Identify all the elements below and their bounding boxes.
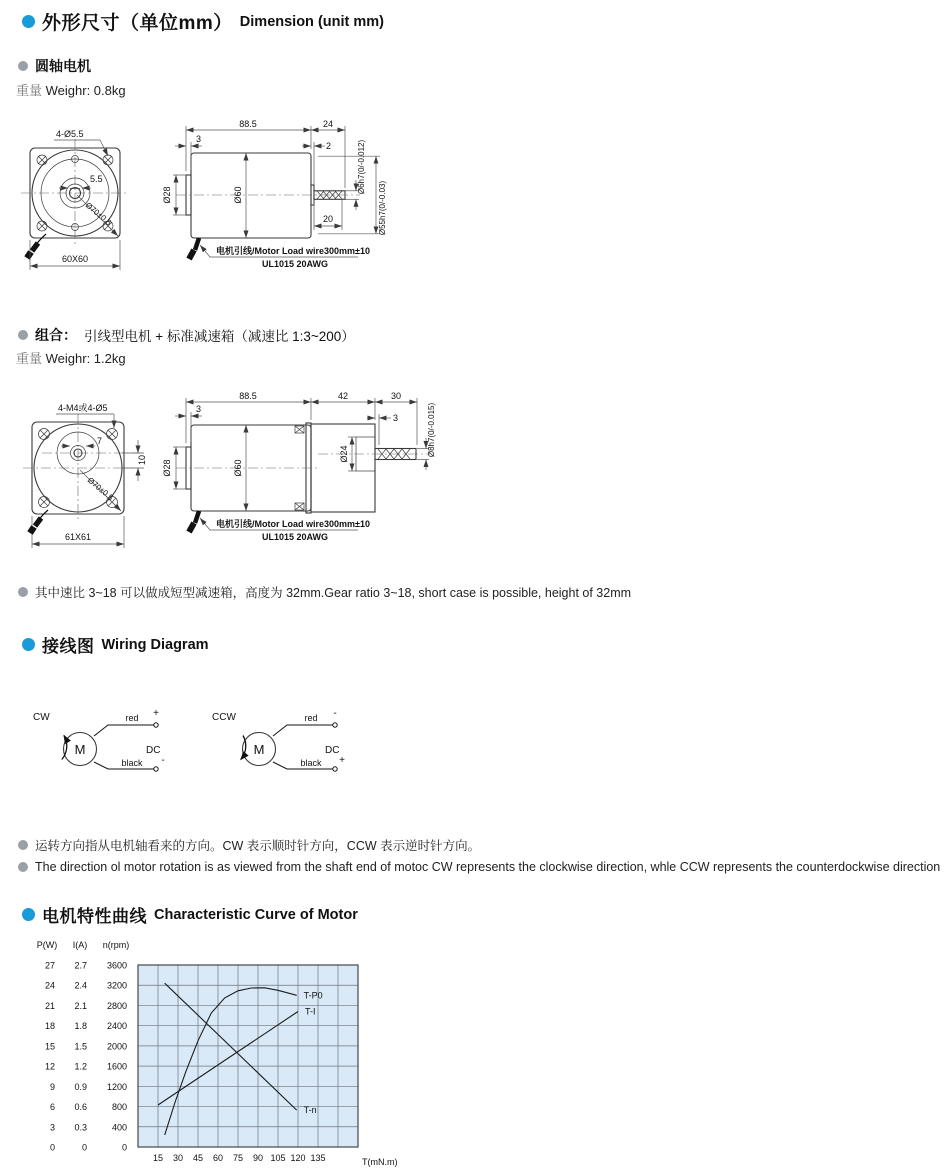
y-tick-label: 400 bbox=[111, 1122, 127, 1133]
gearmotor-label: 组合： bbox=[35, 327, 77, 343]
svg-text:Ø24: Ø24 bbox=[339, 445, 349, 463]
weight-label-cn: 重量 bbox=[16, 351, 43, 366]
dc-label: DC bbox=[325, 745, 340, 756]
dim-body-length bbox=[186, 391, 311, 402]
y-tick-label: 0.6 bbox=[74, 1102, 87, 1113]
motor-m-label: M bbox=[253, 742, 265, 757]
note-bullet-icon bbox=[18, 862, 28, 872]
y-tick-label: 6 bbox=[49, 1102, 55, 1113]
curve-title-cn: 电机特性曲线 bbox=[42, 907, 147, 926]
svg-text:42: 42 bbox=[337, 391, 349, 401]
black-wire-label: black bbox=[300, 758, 322, 768]
section-label: 圆轴电机 bbox=[35, 58, 91, 74]
red-terminal-sign: - bbox=[333, 708, 337, 719]
x-tick-label: 75 bbox=[232, 1153, 244, 1163]
dim-frame-size bbox=[32, 516, 124, 548]
x-tick-label: 120 bbox=[290, 1153, 306, 1163]
dim-gear-length bbox=[311, 391, 375, 402]
dc-label: DC bbox=[146, 745, 161, 756]
page-title-cn: 外形尺寸（单位mm） bbox=[42, 13, 233, 34]
y-tick-label: 24 bbox=[44, 980, 55, 991]
weight-value: Weighr: 1.2kg bbox=[45, 351, 126, 366]
svg-text:30: 30 bbox=[390, 391, 402, 401]
x-tick-label: 90 bbox=[252, 1153, 264, 1163]
svg-text:Ø70±0.5: Ø70±0.5 bbox=[83, 200, 113, 228]
x-tick-label: 15 bbox=[152, 1153, 164, 1163]
y-tick-label: 27 bbox=[44, 960, 55, 971]
note-bullet-icon bbox=[18, 587, 28, 597]
y-tick-label: 800 bbox=[111, 1102, 127, 1113]
y-tick-label: 9 bbox=[49, 1081, 55, 1092]
x-tick-label: 30 bbox=[172, 1153, 184, 1163]
dim-rear-boss-length bbox=[175, 134, 202, 170]
y-tick-label: 2.7 bbox=[74, 960, 87, 971]
dim-rear-boss-length bbox=[175, 404, 202, 442]
svg-text:Ø70±0.5: Ø70±0.5 bbox=[85, 475, 115, 503]
ccw-label: CCW bbox=[212, 712, 236, 723]
side-view-gearmotor bbox=[162, 391, 436, 542]
cw-label: CW bbox=[33, 712, 50, 723]
red-terminal-sign: + bbox=[153, 708, 159, 719]
wire-note-text: 电机引线/Motor Load wire300mm±10 bbox=[216, 246, 370, 256]
x-tick-label: 105 bbox=[270, 1153, 286, 1163]
y-tick-label: 2400 bbox=[106, 1021, 127, 1032]
svg-text:10: 10 bbox=[137, 454, 147, 466]
dim-shoulder-length bbox=[367, 413, 398, 445]
dim-pilot-circle bbox=[80, 470, 121, 511]
y-tick-label: 0.3 bbox=[74, 1122, 87, 1133]
rotation-note-en bbox=[18, 860, 940, 874]
svg-text:Ø28: Ø28 bbox=[162, 186, 172, 204]
subsection-bullet-icon bbox=[18, 330, 28, 340]
weight-label-cn: 重量 bbox=[16, 83, 43, 98]
wire-spec-text: UL1015 20AWG bbox=[262, 259, 329, 269]
front-holes-label: 4-Ø5.5 bbox=[56, 129, 84, 139]
section-characteristic-curve bbox=[22, 902, 358, 927]
curve-title-en: Characteristic Curve of Motor bbox=[154, 906, 358, 923]
cw-rotation-arrow-icon bbox=[62, 736, 67, 760]
y-axis-header: n(rpm) bbox=[102, 940, 130, 950]
side-view-motor bbox=[162, 119, 387, 269]
y-tick-label: 1600 bbox=[106, 1061, 127, 1072]
front-view-motor bbox=[21, 129, 129, 270]
y-tick-label: 0.9 bbox=[74, 1081, 87, 1092]
series-label-T-I: T-I bbox=[305, 1006, 316, 1017]
svg-text:61X61: 61X61 bbox=[64, 532, 92, 542]
svg-text:3: 3 bbox=[196, 404, 202, 414]
characteristic-curve-chart bbox=[20, 935, 450, 1174]
ccw-rotation-arrow-icon bbox=[241, 736, 246, 760]
section-bullet-icon bbox=[22, 15, 35, 28]
x-tick-label: 45 bbox=[192, 1153, 204, 1163]
rotation-note-en-text: The direction ol motor rotation is as viewed from the shaft end of motoc CW represents the clockwise direction, whle CCW represents the counterdockwise direction bbox=[35, 860, 941, 874]
cw-circuit bbox=[33, 708, 165, 771]
black-terminal-sign: - bbox=[161, 755, 165, 766]
dimension-drawing-round-shaft-motor bbox=[18, 112, 438, 284]
dim-body-length bbox=[186, 119, 311, 130]
svg-text:Ø8h7(0/-0.015): Ø8h7(0/-0.015) bbox=[427, 402, 436, 458]
plot-area bbox=[138, 965, 358, 1147]
dim-shaft-length bbox=[311, 119, 345, 130]
y-tick-label: 2000 bbox=[106, 1041, 127, 1052]
y-tick-label: 3200 bbox=[106, 980, 127, 991]
svg-text:3: 3 bbox=[196, 134, 202, 144]
y-tick-label: 1200 bbox=[106, 1081, 127, 1092]
rotation-note-cn-text: 运转方向指从电机轴看来的方向。CW 表示顺时针方向，CCW 表示逆时针方向。 bbox=[35, 839, 481, 853]
front-holes-label: 4-M4或4-Ø5 bbox=[58, 403, 108, 413]
svg-text:2: 2 bbox=[326, 141, 332, 151]
dim-shaft-dia-tol bbox=[345, 140, 366, 210]
y-tick-label: 12 bbox=[44, 1061, 55, 1072]
section-wiring bbox=[22, 632, 209, 657]
dim-offset-10 bbox=[122, 440, 147, 481]
dim-frame-size bbox=[30, 240, 120, 270]
svg-text:Ø28: Ø28 bbox=[162, 459, 172, 477]
ccw-circuit bbox=[212, 708, 345, 771]
svg-text:20: 20 bbox=[322, 214, 334, 224]
motor-m-label: M bbox=[74, 742, 86, 757]
terminal-icon bbox=[154, 767, 158, 771]
y-axis-header: I(A) bbox=[72, 940, 88, 950]
weight-value: Weighr: 0.8kg bbox=[45, 83, 126, 98]
svg-text:5.5: 5.5 bbox=[90, 174, 103, 184]
wire-spec-text: UL1015 20AWG bbox=[262, 532, 329, 542]
svg-text:Ø60: Ø60 bbox=[233, 459, 243, 477]
y-tick-label: 0 bbox=[49, 1142, 55, 1153]
dimension-drawing-gearmotor bbox=[18, 388, 458, 563]
y-tick-label: 0 bbox=[81, 1142, 87, 1153]
svg-text:Ø60: Ø60 bbox=[233, 186, 243, 204]
y-tick-label: 2.4 bbox=[74, 980, 87, 991]
terminal-icon bbox=[333, 723, 337, 727]
svg-text:88.5: 88.5 bbox=[239, 119, 257, 129]
svg-text:88.5: 88.5 bbox=[239, 391, 257, 401]
dim-bearing-dia bbox=[339, 437, 356, 471]
gear-ratio-note bbox=[18, 583, 631, 601]
y-tick-label: 2.1 bbox=[74, 1000, 87, 1011]
y-tick-label: 18 bbox=[44, 1021, 55, 1032]
section-round-shaft-motor bbox=[18, 56, 91, 76]
terminal-icon bbox=[154, 723, 158, 727]
black-wire-label: black bbox=[121, 758, 143, 768]
series-label-T-P0: T-P0 bbox=[303, 990, 323, 1001]
y-tick-label: 1.5 bbox=[74, 1041, 87, 1052]
wiring-title-cn: 接线图 bbox=[42, 637, 95, 656]
y-tick-label: 2800 bbox=[106, 1000, 127, 1011]
x-tick-label: 135 bbox=[310, 1153, 326, 1163]
black-terminal-sign: + bbox=[339, 755, 345, 766]
subsection-bullet-icon bbox=[18, 61, 28, 71]
wiring-diagram bbox=[20, 702, 420, 794]
x-tick-label: 60 bbox=[212, 1153, 224, 1163]
y-tick-label: 15 bbox=[44, 1041, 55, 1052]
dim-tip-length bbox=[302, 141, 331, 185]
svg-text:3: 3 bbox=[393, 413, 399, 423]
note-bullet-icon bbox=[18, 840, 28, 850]
wire-note-text: 电机引线/Motor Load wire300mm±10 bbox=[216, 519, 370, 529]
svg-text:Ø55h7(0/-0.03): Ø55h7(0/-0.03) bbox=[378, 180, 387, 236]
gearmotor-desc: 引线型电机 + 标准减速箱（减速比 1:3~200） bbox=[84, 329, 355, 344]
dim-output-shaft-dia-tol bbox=[417, 403, 436, 470]
section-bullet-icon bbox=[22, 908, 35, 921]
page-title bbox=[22, 8, 384, 35]
dim-shaft-7 bbox=[61, 436, 102, 446]
page-title-en: Dimension (unit mm) bbox=[239, 13, 384, 30]
front-view-gearmotor bbox=[23, 402, 147, 548]
y-tick-label: 3600 bbox=[106, 960, 127, 971]
series-label-T-n: T-n bbox=[303, 1105, 317, 1116]
section-bullet-icon bbox=[22, 638, 35, 651]
rotation-note-cn bbox=[18, 836, 480, 854]
terminal-icon bbox=[333, 767, 337, 771]
weight-line-1 bbox=[16, 80, 126, 99]
y-tick-label: 0 bbox=[121, 1142, 127, 1153]
x-axis-label: T(mN.m) bbox=[362, 1157, 398, 1167]
section-gearmotor bbox=[18, 325, 355, 345]
svg-text:24: 24 bbox=[322, 119, 334, 129]
wiring-title-en: Wiring Diagram bbox=[101, 636, 209, 653]
red-wire-label: red bbox=[304, 713, 318, 723]
dim-body-dia bbox=[233, 153, 246, 238]
svg-text:60X60: 60X60 bbox=[61, 254, 89, 264]
dim-output-shaft-length bbox=[375, 391, 417, 402]
gear-note-text: 其中速比 3~18 可以做成短型减速箱，高度为 32mm.Gear ratio 3~18, short case is possible, height of 32mm bbox=[35, 586, 632, 600]
y-tick-label: 3 bbox=[49, 1122, 55, 1133]
y-tick-label: 1.2 bbox=[74, 1061, 87, 1072]
svg-text:7: 7 bbox=[97, 436, 103, 446]
y-tick-label: 1.8 bbox=[74, 1021, 87, 1032]
dim-shaft-flat-length bbox=[314, 200, 342, 230]
svg-text:Ø6h7(0/-0.012): Ø6h7(0/-0.012) bbox=[357, 139, 366, 195]
weight-line-2 bbox=[16, 348, 126, 367]
y-tick-label: 21 bbox=[44, 1000, 55, 1011]
red-wire-label: red bbox=[125, 713, 139, 723]
y-axis-header: P(W) bbox=[36, 940, 58, 950]
